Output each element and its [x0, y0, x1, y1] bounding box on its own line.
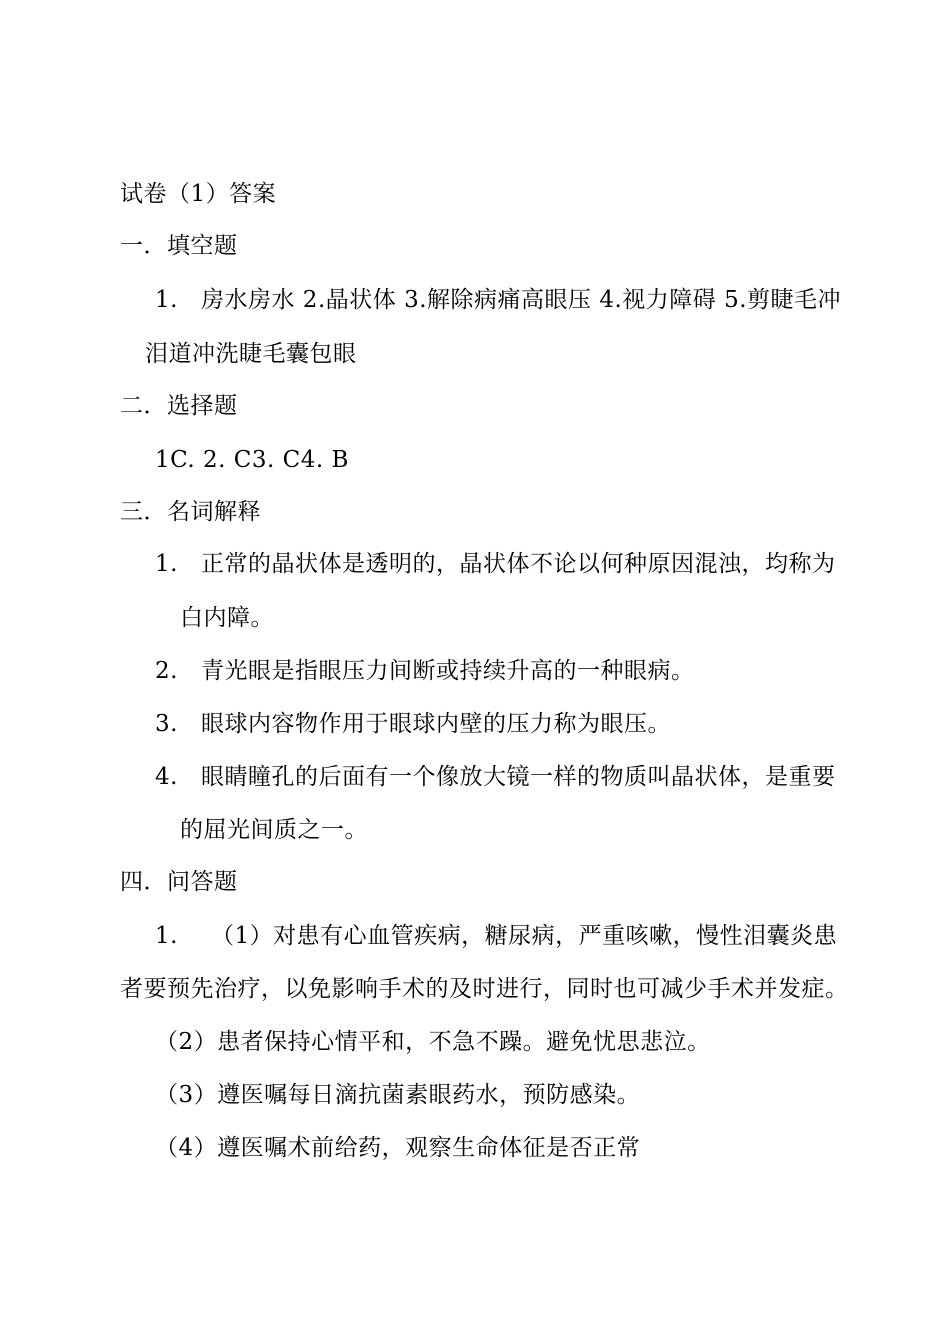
fill-blank-item-1-line-1 — [155, 286, 841, 314]
document-title: 试卷（1）答案 — [120, 181, 277, 207]
choice-answers: 1C. 2. C3. C4. B — [155, 447, 349, 473]
item-text: 房水房水 2.晶状体 3.解除病痛高眼压 4.视力障碍 5.剪睫毛冲 — [201, 287, 842, 313]
item-text: 眼睛瞳孔的后面有一个像放大镜一样的物质叫晶状体，是重要 — [201, 764, 836, 790]
section-heading-fill-blank: 一．填空题 — [120, 233, 238, 259]
term-item-3 — [155, 710, 671, 738]
term-item-1-line-1 — [155, 550, 836, 578]
qa-item-1-line-2: 者要预先治疗，以免影响手术的及时进行，同时也可减少手术并发症。 — [120, 976, 849, 1002]
item-text: 眼球内容物作用于眼球内壁的压力称为眼压。 — [201, 711, 671, 737]
item-number: 4. — [155, 764, 178, 790]
term-item-2 — [155, 657, 695, 685]
qa-item-1-line-1 — [155, 922, 837, 950]
qa-item-1-sub-2: （2）患者保持心情平和，不急不躁。避免忧思悲泣。 — [155, 1029, 711, 1055]
qa-item-1-sub-4: （4）遵医嘱术前给药，观察生命体征是否正常 — [155, 1135, 641, 1161]
term-item-1-line-2: 白内障。 — [180, 605, 274, 631]
fill-blank-item-1-line-2: 泪道冲洗睫毛囊包眼 — [145, 341, 357, 367]
item-text: 正常的晶状体是透明的，晶状体不论以何种原因混浊，均称为 — [201, 551, 836, 577]
term-item-4-line-1 — [155, 763, 836, 791]
section-heading-choice: 二．选择题 — [120, 393, 238, 419]
item-number: 1. — [155, 551, 178, 577]
section-heading-qa: 四．问答题 — [120, 869, 238, 895]
qa-item-1-sub-3: （3）遵医嘱每日滴抗菌素眼药水，预防感染。 — [155, 1082, 641, 1108]
item-number: 2. — [155, 658, 178, 684]
item-number: 3. — [155, 711, 178, 737]
item-number: 1. — [155, 923, 178, 949]
section-heading-terms: 三．名词解释 — [120, 499, 261, 525]
term-item-4-line-2: 的屈光间质之一。 — [180, 817, 368, 843]
item-number: 1. — [155, 287, 178, 313]
item-text: 青光眼是指眼压力间断或持续升高的一种眼病。 — [201, 658, 695, 684]
item-text: （1）对患有心血管疾病，糖尿病，严重咳嗽，慢性泪囊炎患 — [211, 923, 838, 949]
